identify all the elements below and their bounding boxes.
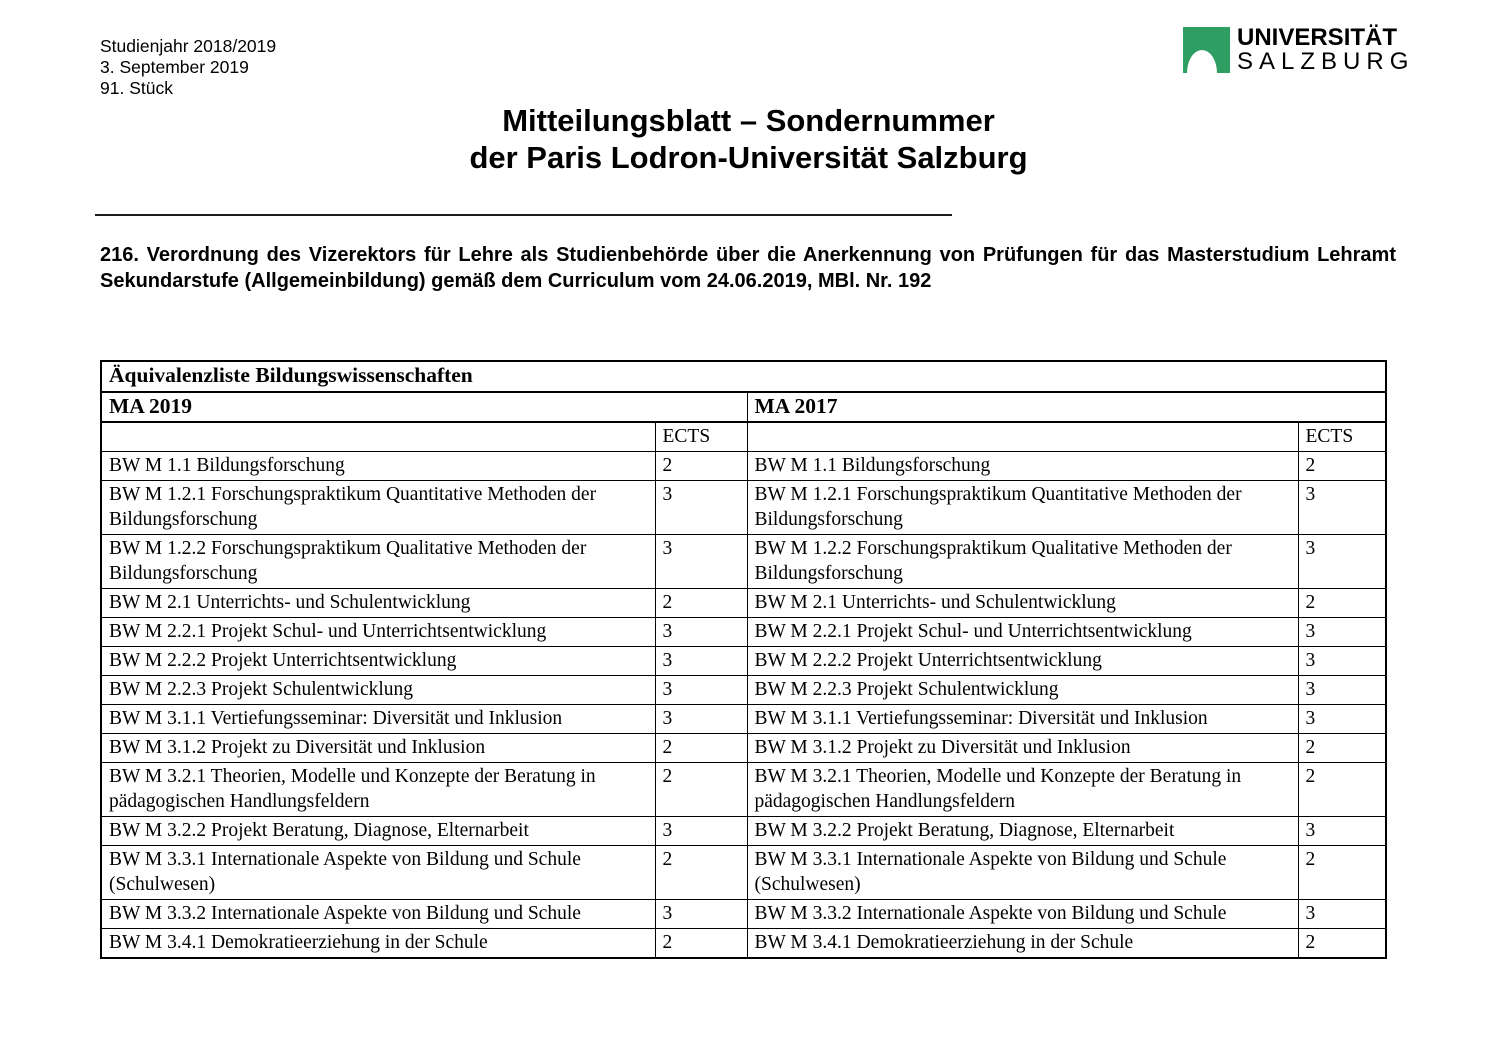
ma2019-course-cell: BW M 1.2.1 Forschungspraktikum Quantitative Methoden der Bildungsforschung bbox=[101, 481, 655, 535]
empty-header-cell bbox=[747, 422, 1298, 452]
ma2017-course-cell: BW M 1.2.2 Forschungspraktikum Qualitative Methoden der Bildungsforschung bbox=[747, 535, 1298, 589]
ma2017-ects-cell: 3 bbox=[1298, 900, 1386, 929]
ma2017-course-cell: BW M 3.3.2 Internationale Aspekte von Bildung und Schule bbox=[747, 900, 1298, 929]
university-logo-wordmark bbox=[1237, 26, 1414, 74]
course-equivalence-row bbox=[101, 705, 1386, 734]
course-equivalence-row bbox=[101, 929, 1386, 959]
decree-paragraph: 216. Verordnung des Vizerektors für Lehre als Studienbehörde über die Anerkennung von Prüfungen für das Masterstudium Lehramt Sekundarstufe (Allgemeinbildung) gemäß dem Curriculum vom 24.06.2019, MBl. Nr. 192 bbox=[100, 244, 1396, 292]
logo-wordmark-line1: UNIVERSITÄT bbox=[1237, 24, 1398, 51]
ma2017-course-cell: BW M 3.3.1 Internationale Aspekte von Bildung und Schule (Schulwesen) bbox=[747, 846, 1298, 900]
course-equivalence-row bbox=[101, 618, 1386, 647]
ma2019-ects-cell: 3 bbox=[655, 647, 747, 676]
ma2017-ects-cell: 2 bbox=[1298, 734, 1386, 763]
ma2017-ects-cell: 2 bbox=[1298, 589, 1386, 618]
ma2017-course-cell: BW M 2.2.1 Projekt Schul- und Unterrichtsentwicklung bbox=[747, 618, 1298, 647]
table-ects-header-row bbox=[101, 422, 1386, 452]
ma2017-header-cell: MA 2017 bbox=[747, 392, 1386, 422]
table-title-row bbox=[101, 361, 1386, 392]
course-equivalence-row bbox=[101, 676, 1386, 705]
ma2017-ects-cell: 2 bbox=[1298, 763, 1386, 817]
empty-header-cell bbox=[101, 422, 655, 452]
document-title bbox=[0, 102, 1497, 176]
ma2019-header-cell: MA 2019 bbox=[101, 392, 747, 422]
university-logo-mark bbox=[1183, 27, 1230, 73]
logo-wordmark-line2: SALZBURG bbox=[1237, 48, 1415, 75]
ma2019-ects-cell: 2 bbox=[655, 763, 747, 817]
course-equivalence-row bbox=[101, 763, 1386, 817]
course-equivalence-row bbox=[101, 452, 1386, 481]
ma2019-ects-cell: 3 bbox=[655, 481, 747, 535]
logo-dome-shape bbox=[1187, 50, 1217, 73]
ma2017-course-cell: BW M 1.2.1 Forschungspraktikum Quantitative Methoden der Bildungsforschung bbox=[747, 481, 1298, 535]
ma2019-course-cell: BW M 3.3.2 Internationale Aspekte von Bildung und Schule bbox=[101, 900, 655, 929]
issue-number-text: 91. Stück bbox=[100, 78, 173, 98]
course-equivalence-row bbox=[101, 846, 1386, 900]
ma2017-ects-cell: 2 bbox=[1298, 846, 1386, 900]
ma2017-course-cell: BW M 3.1.2 Projekt zu Diversität und Inklusion bbox=[747, 734, 1298, 763]
ma2019-ects-cell: 3 bbox=[655, 676, 747, 705]
ma2017-ects-cell: 3 bbox=[1298, 676, 1386, 705]
ma2019-course-cell: BW M 3.2.2 Projekt Beratung, Diagnose, Elternarbeit bbox=[101, 817, 655, 846]
ma2017-course-cell: BW M 3.1.1 Vertiefungsseminar: Diversität und Inklusion bbox=[747, 705, 1298, 734]
title-separator-rule bbox=[95, 214, 952, 216]
ma2019-course-cell: BW M 3.2.1 Theorien, Modelle und Konzepte der Beratung in pädagogischen Handlungsfeldern bbox=[101, 763, 655, 817]
ma2019-ects-cell: 3 bbox=[655, 535, 747, 589]
course-equivalence-row bbox=[101, 817, 1386, 846]
course-equivalence-row bbox=[101, 647, 1386, 676]
course-equivalence-row bbox=[101, 734, 1386, 763]
ma2017-ects-cell: 3 bbox=[1298, 705, 1386, 734]
ma2019-ects-cell: 2 bbox=[655, 452, 747, 481]
ma2019-course-cell: BW M 3.3.1 Internationale Aspekte von Bildung und Schule (Schulwesen) bbox=[101, 846, 655, 900]
ma2017-ects-cell: 3 bbox=[1298, 481, 1386, 535]
ma2019-ects-cell: 2 bbox=[655, 589, 747, 618]
ma2019-ects-cell: 3 bbox=[655, 705, 747, 734]
ma2017-course-cell: BW M 2.2.2 Projekt Unterrichtsentwicklung bbox=[747, 647, 1298, 676]
ma2017-course-cell: BW M 2.1 Unterrichts- und Schulentwicklung bbox=[747, 589, 1298, 618]
ma2019-course-cell: BW M 2.2.3 Projekt Schulentwicklung bbox=[101, 676, 655, 705]
ma2019-ects-cell: 3 bbox=[655, 900, 747, 929]
table-curriculum-header-row bbox=[101, 392, 1386, 422]
ma2017-ects-cell: 3 bbox=[1298, 647, 1386, 676]
document-title-line1: Mitteilungsblatt – Sondernummer bbox=[502, 103, 995, 138]
ects-header-cell-right: ECTS bbox=[1298, 422, 1386, 452]
ma2017-course-cell: BW M 3.2.1 Theorien, Modelle und Konzepte der Beratung in pädagogischen Handlungsfeldern bbox=[747, 763, 1298, 817]
equivalence-table-container bbox=[100, 360, 1387, 959]
ects-header-cell-left: ECTS bbox=[655, 422, 747, 452]
ma2019-course-cell: BW M 2.2.2 Projekt Unterrichtsentwicklung bbox=[101, 647, 655, 676]
ma2019-ects-cell: 3 bbox=[655, 817, 747, 846]
studienjahr-text: Studienjahr 2018/2019 bbox=[100, 36, 277, 56]
course-equivalence-row bbox=[101, 535, 1386, 589]
ma2019-course-cell: BW M 1.1 Bildungsforschung bbox=[101, 452, 655, 481]
issue-date-text: 3. September 2019 bbox=[100, 57, 249, 77]
ma2017-ects-cell: 3 bbox=[1298, 817, 1386, 846]
masthead-meta-block bbox=[100, 36, 276, 99]
ma2019-course-cell: BW M 3.1.2 Projekt zu Diversität und Inklusion bbox=[101, 734, 655, 763]
ma2017-ects-cell: 2 bbox=[1298, 929, 1386, 959]
ma2017-ects-cell: 3 bbox=[1298, 535, 1386, 589]
ma2017-course-cell: BW M 3.4.1 Demokratieerziehung in der Schule bbox=[747, 929, 1298, 959]
course-equivalence-row bbox=[101, 481, 1386, 535]
course-equivalence-row bbox=[101, 589, 1386, 618]
course-equivalence-row bbox=[101, 900, 1386, 929]
ma2019-course-cell: BW M 2.1 Unterrichts- und Schulentwicklung bbox=[101, 589, 655, 618]
ma2019-course-cell: BW M 1.2.2 Forschungspraktikum Qualitative Methoden der Bildungsforschung bbox=[101, 535, 655, 589]
ma2017-course-cell: BW M 3.2.2 Projekt Beratung, Diagnose, Elternarbeit bbox=[747, 817, 1298, 846]
table-title-cell: Äquivalenzliste Bildungswissenschaften bbox=[101, 361, 1386, 392]
ma2019-ects-cell: 3 bbox=[655, 618, 747, 647]
ma2017-course-cell: BW M 2.2.3 Projekt Schulentwicklung bbox=[747, 676, 1298, 705]
ma2019-course-cell: BW M 3.4.1 Demokratieerziehung in der Schule bbox=[101, 929, 655, 959]
ma2017-ects-cell: 2 bbox=[1298, 452, 1386, 481]
ma2019-ects-cell: 2 bbox=[655, 929, 747, 959]
ma2019-ects-cell: 2 bbox=[655, 734, 747, 763]
ma2019-course-cell: BW M 2.2.1 Projekt Schul- und Unterrichtsentwicklung bbox=[101, 618, 655, 647]
ma2017-course-cell: BW M 1.1 Bildungsforschung bbox=[747, 452, 1298, 481]
ma2019-ects-cell: 2 bbox=[655, 846, 747, 900]
document-title-line2: der Paris Lodron-Universität Salzburg bbox=[469, 140, 1028, 175]
ma2019-course-cell: BW M 3.1.1 Vertiefungsseminar: Diversität und Inklusion bbox=[101, 705, 655, 734]
ma2017-ects-cell: 3 bbox=[1298, 618, 1386, 647]
equivalence-table bbox=[100, 360, 1387, 959]
